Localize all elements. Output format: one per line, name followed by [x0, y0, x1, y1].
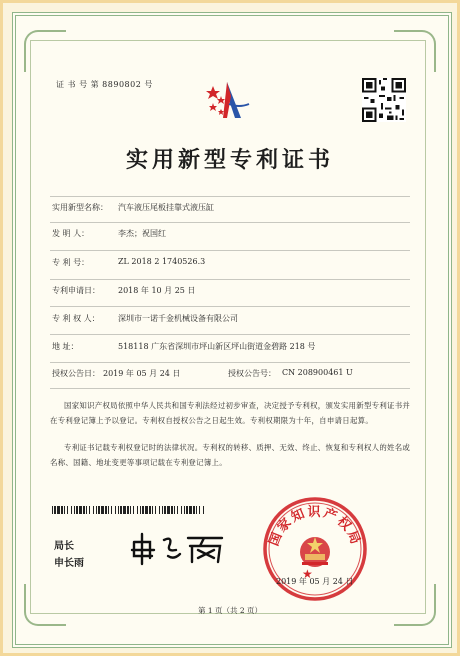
- seal-text: 国家知识产权局: [266, 504, 364, 549]
- divider: [50, 388, 410, 389]
- svg-text:★: ★: [302, 567, 313, 581]
- certificate-number: 证 书 号 第 8890802 号: [56, 80, 153, 89]
- director-title-line1: 局长: [54, 541, 74, 552]
- signature-icon: [128, 530, 228, 566]
- field-label: 发 明 人：: [52, 229, 90, 238]
- corner-ornament-icon: [394, 30, 436, 72]
- grant-date-value: 2019 年 05 月 24 日: [103, 369, 181, 378]
- field-value: 李杰；祝国红: [118, 229, 166, 238]
- director-title-line2: 申长雨: [54, 558, 84, 569]
- page-number: 第 1 页（共 2 页）: [197, 606, 263, 615]
- field-value: 汽车液压尾板挂靠式液压缸: [118, 203, 214, 212]
- certificate-title: 实用新型专利证书: [125, 147, 334, 173]
- legal-status-paragraph: [50, 440, 412, 470]
- paragraph-text: 国家知识产权局依照中华人民共和国专利法经过初步审查，决定授予专利权，颁发实用新型专利证书并在专利登记簿上予以登记。专利权自授权公告之日起生效。专利权期限为十年，自申请日起算。: [50, 401, 411, 425]
- barcode-icon: [52, 506, 208, 514]
- cnipa-emblem-icon: [205, 78, 251, 124]
- seal-date: 2019 年 05 月 24 日: [276, 577, 354, 586]
- grant-date-label: 授权公告日：: [52, 369, 100, 378]
- field-value: 深圳市一诺千金机械设备有限公司: [118, 314, 238, 323]
- field-value: 2018 年 10 月 25 日: [118, 286, 196, 295]
- field-value: 518118 广东省深圳市坪山新区坪山街道金碧路 218 号: [118, 342, 316, 351]
- field-label: 专 利 权 人：: [52, 314, 100, 323]
- field-value: ZL 2018 2 1740526.3: [118, 257, 206, 266]
- grant-no-label: 授权公告号：: [228, 369, 276, 378]
- divider: [50, 250, 410, 251]
- corner-ornament-icon: [24, 30, 66, 72]
- divider: [50, 306, 410, 307]
- field-label: 专利申请日：: [52, 286, 100, 295]
- director-title: [54, 538, 84, 572]
- field-label: 专 利 号：: [52, 258, 90, 267]
- divider: [50, 222, 410, 223]
- grant-no-value: CN 208900461 U: [282, 368, 353, 377]
- qr-code-icon: [362, 78, 406, 122]
- divider: [50, 334, 410, 335]
- divider: [50, 279, 410, 280]
- divider: [50, 362, 410, 363]
- grant-statement-paragraph: [50, 398, 412, 428]
- divider: [50, 196, 410, 197]
- paragraph-text: 专利证书记载专利权登记时的法律状况。专利权的转移、质押、无效、终止、恢复和专利权人的姓名或名称、国籍、地址变更等事项记载在专利登记簿上。: [50, 443, 411, 467]
- field-label: 地 址：: [52, 342, 79, 351]
- field-label: 实用新型名称：: [52, 203, 108, 212]
